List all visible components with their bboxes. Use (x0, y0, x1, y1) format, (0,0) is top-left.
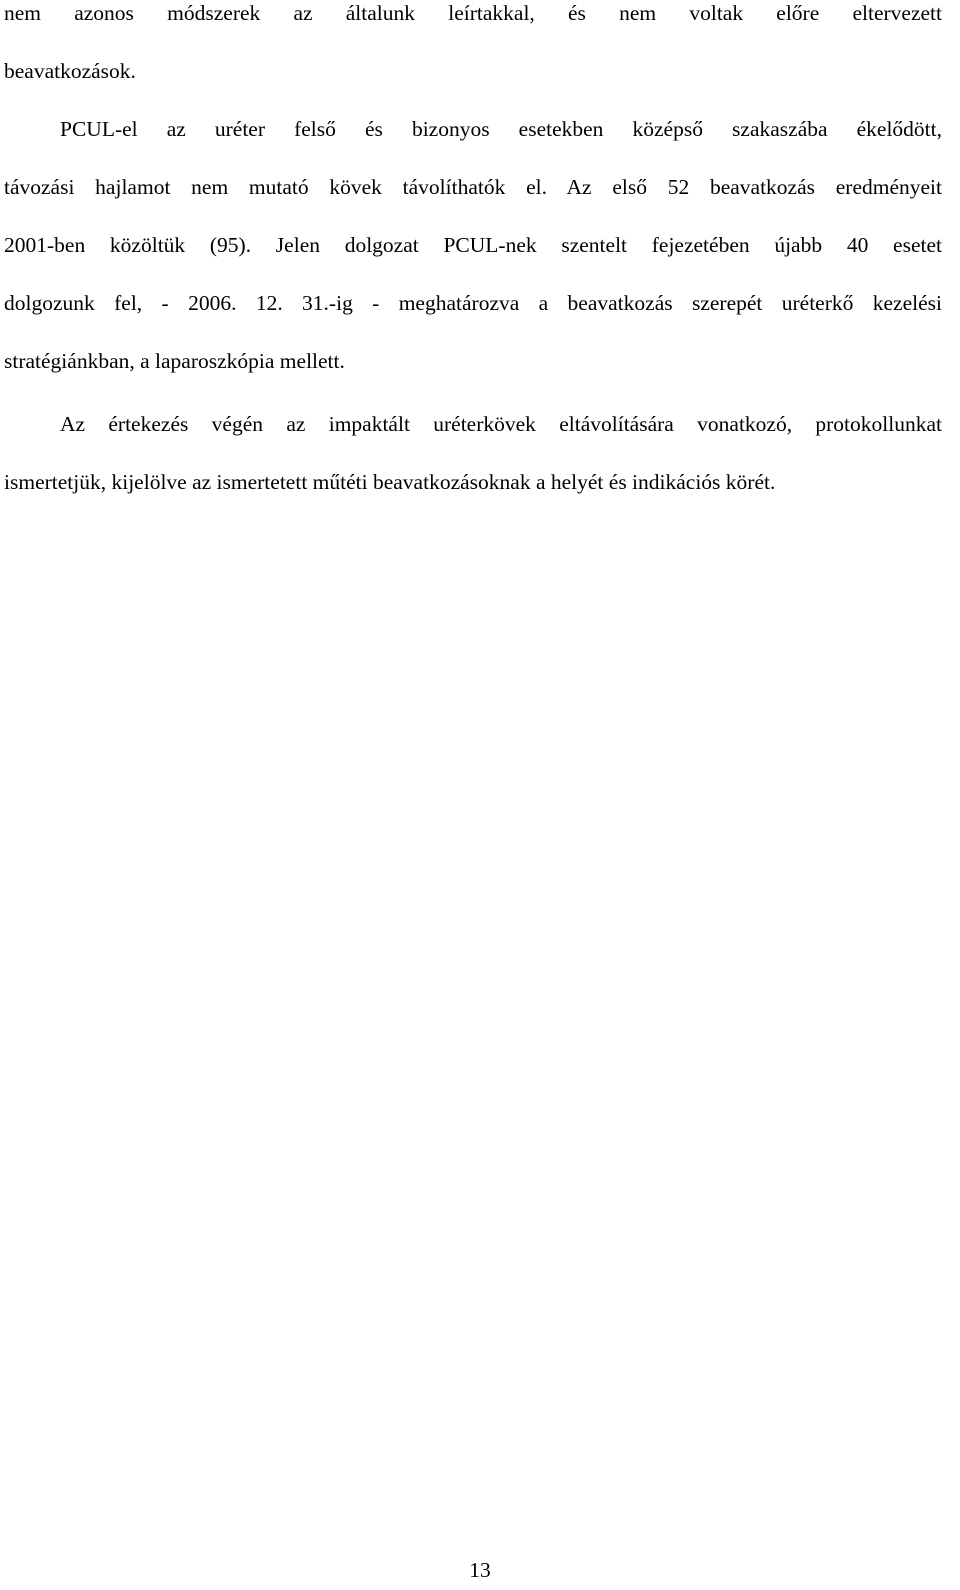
page-number: 13 (469, 1558, 491, 1582)
text-line-8: Az értekezés végén az impaktált uréterkövek eltávolítására vonatkozó, protokollunkat (60, 412, 942, 436)
text-line-5: 2001-ben közöltük (95). Jelen dolgozat PCUL-nek szentelt fejezetében újabb 40 esetet (4, 233, 942, 257)
text-line-7: stratégiánkban, a laparoszkópia mellett. (4, 349, 345, 373)
text-line-6: dolgozunk fel, - 2006. 12. 31.-ig - meghatározva a beavatkozás szerepét uréterkő kezelési (4, 291, 942, 315)
text-line-3: PCUL-el az uréter felső és bizonyos esetekben középső szakaszába ékelődött, (60, 117, 942, 141)
text-line-9: ismertetjük, kijelölve az ismertetett műtéti beavatkozásoknak a helyét és indikációs körét. (4, 470, 776, 494)
text-line-4: távozási hajlamot nem mutató kövek távolíthatók el. Az első 52 beavatkozás eredményeit (4, 175, 942, 199)
text-line-1: nem azonos módszerek az általunk leírtakkal, és nem voltak előre eltervezett (4, 1, 942, 25)
text-line-2: beavatkozások. (4, 59, 136, 83)
